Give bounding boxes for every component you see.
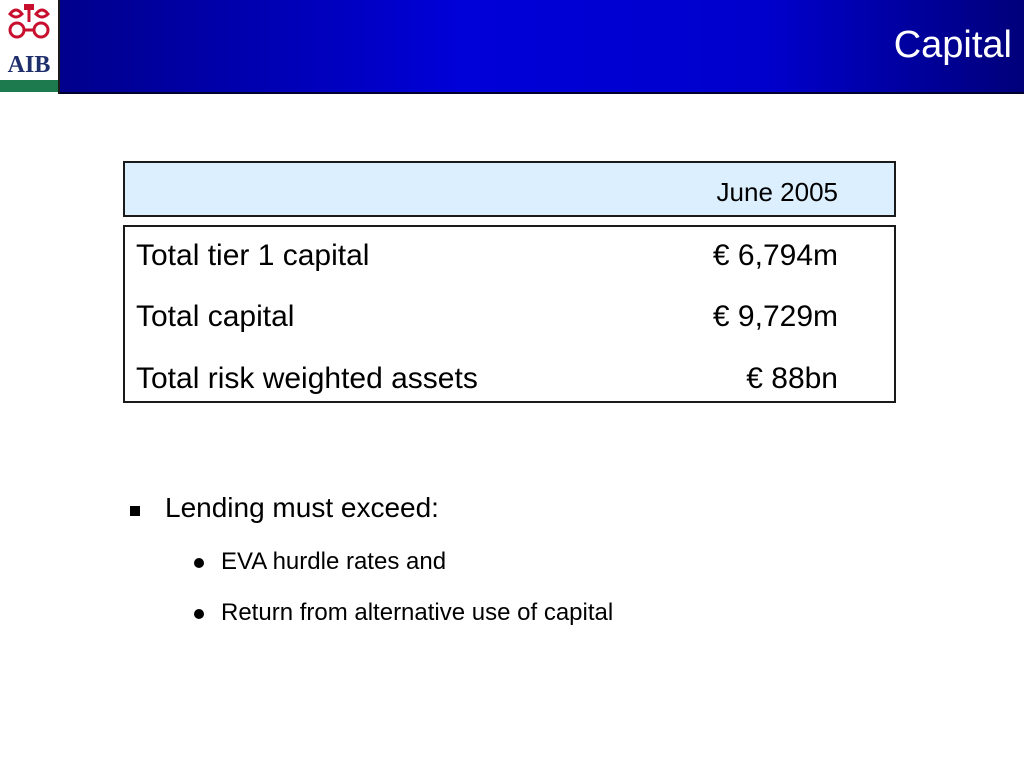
capital-table <box>123 225 896 403</box>
svg-text:AIB: AIB <box>7 52 51 78</box>
row-label: Total capital <box>136 300 295 333</box>
round-bullet-icon <box>194 558 204 568</box>
bullet-text: Lending must exceed: <box>165 492 439 523</box>
row-label: Total risk weighted assets <box>136 362 478 395</box>
table-row <box>125 235 894 275</box>
aib-logo-icon <box>0 0 58 92</box>
sub-bullet-text: EVA hurdle rates and <box>221 548 447 575</box>
table-row <box>125 358 894 398</box>
row-label: Total tier 1 capital <box>136 239 370 272</box>
page-title: Capital <box>893 24 1012 66</box>
row-value: € 9,729m <box>712 300 838 333</box>
row-value: € 88bn <box>746 362 838 395</box>
square-bullet-icon <box>130 506 140 516</box>
title-bar <box>0 0 1024 94</box>
table-row <box>125 296 894 336</box>
sub-bullet-text: Return from alternative use of capital <box>221 599 614 626</box>
aib-logo <box>0 0 60 94</box>
column-header-june-2005: June 2005 <box>716 177 838 207</box>
table-header <box>123 161 896 217</box>
round-bullet-icon <box>194 609 204 619</box>
row-value: € 6,794m <box>712 239 838 272</box>
